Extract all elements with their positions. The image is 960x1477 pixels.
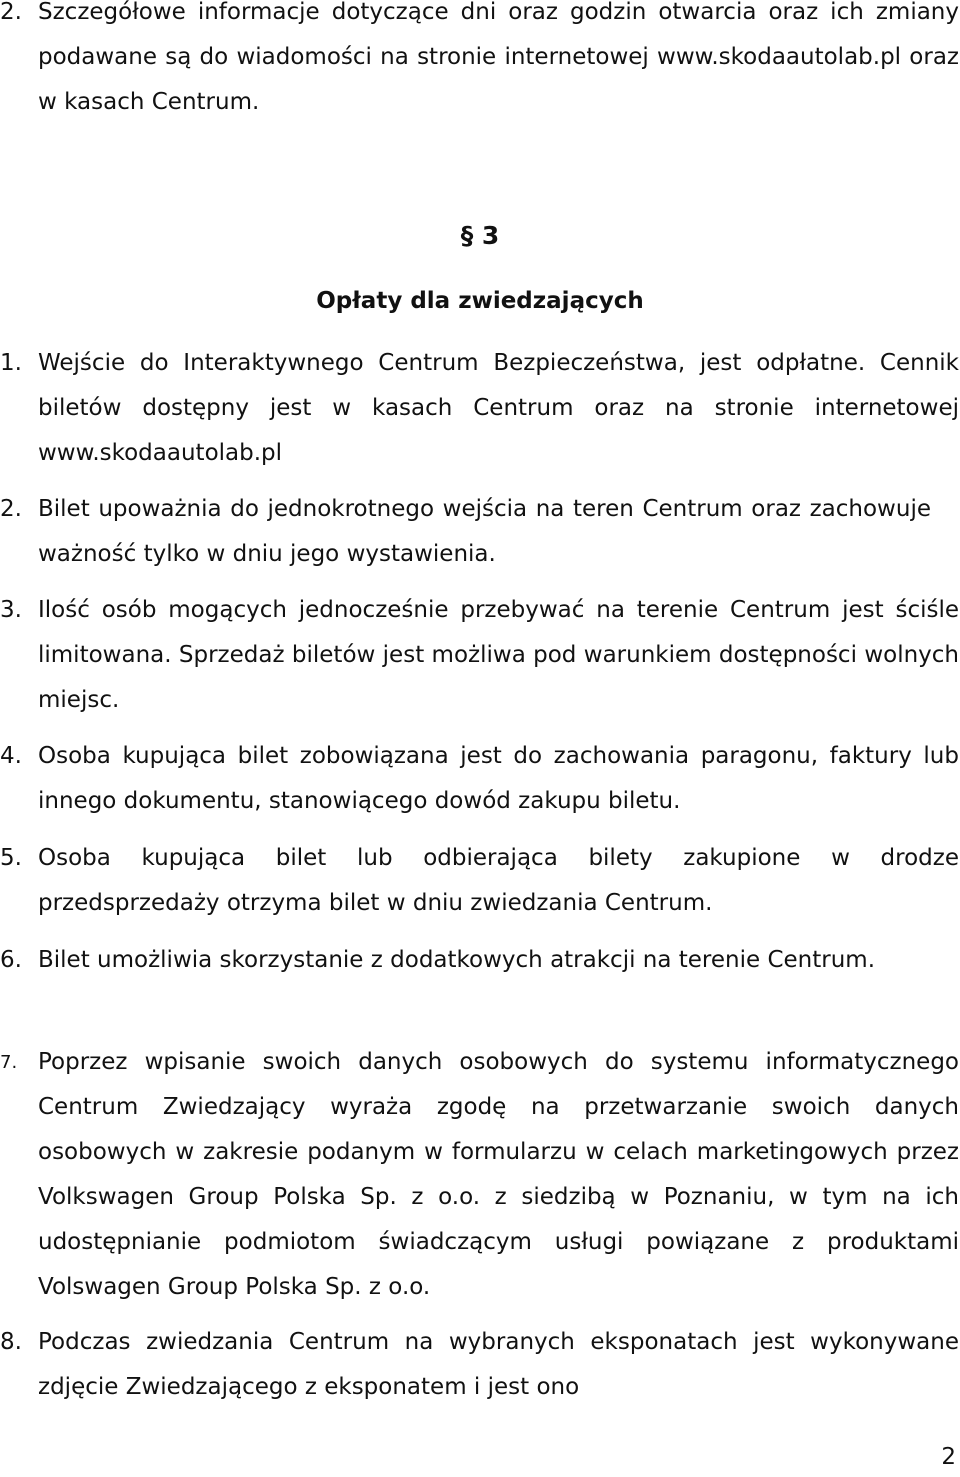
list-item-number: 8. [0,1329,22,1355]
list-item-text: Poprzez wpisanie swoich danych osobowych do systemu informatycznego Centrum Zwiedzający wyraża zgodę na przetwarzanie swoich danych osobowych w zakresie podanym w formularzu w celach marketingowych przez Volkswagen Group Polska Sp. z o.o. z siedzibą w Poznaniu, w tym na ich udostępnianie podmiotom świadczącym usługi powiązane z produktami Volswagen Group Polska Sp. z o.o. [38,1049,959,1300]
list-item-text: Bilet umożliwia skorzystanie z dodatkowych atrakcji na terenie Centrum. [38,947,876,973]
list-item-number: 2. [0,496,22,522]
list-item-number: 1. [0,350,22,376]
list-item-number: 2. [0,0,22,25]
list-item [0,836,960,926]
list-item [0,487,960,577]
section-title: Opłaty dla zwiedzających [316,288,644,314]
list-item-number: 6. [0,947,22,973]
list-item-text: Osoba kupująca bilet zobowiązana jest do zachowania paragonu, faktury lub innego dokumentu, stanowiącego dowód zakupu biletu. [38,743,959,814]
section-sign: § 3 [460,221,500,250]
list-item-number: 5. [0,845,22,871]
list-item [0,734,960,824]
list-item-text: Wejście do Interaktywnego Centrum Bezpieczeństwa, jest odpłatne. Cennik biletów dostępny jest w kasach Centrum oraz na stronie internetowej www.skodaautolab.pl [38,350,959,466]
list-item [0,588,960,723]
list-item-text: Osoba kupująca bilet lub odbierająca bilety zakupione w drodze przedsprzedaży otrzyma bilet w dniu zwiedzania Centrum. [38,845,959,916]
list-item-text: Podczas zwiedzania Centrum na wybranych eksponatach jest wykonywane zdjęcie Zwiedzającego z eksponatem i jest ono [38,1329,959,1400]
list-item-number: 7. [0,1052,18,1073]
list-item-intro [0,0,960,125]
page-number: 2 [941,1444,956,1470]
list-item [0,341,960,476]
list-item [0,1040,960,1310]
list-item-text: Szczegółowe informacje dotyczące dni oraz godzin otwarcia oraz ich zmiany podawane są do wiadomości na stronie internetowej www.skodaautolab.pl oraz w kasach Centrum. [38,0,959,115]
list-item-number: 4. [0,743,22,769]
list-item-number: 3. [0,597,22,623]
list-item [0,1320,960,1410]
list-item-text: Ilość osób mogących jednocześnie przebywać na terenie Centrum jest ściśle limitowana. Sprzedaż biletów jest możliwa pod warunkiem dostępności wolnych miejsc. [38,597,959,713]
list-item-text: Bilet upoważnia do jednokrotnego wejścia na teren Centrum oraz zachowuje ważność tylko w dniu jego wystawienia. [38,496,931,567]
list-item [0,938,960,983]
